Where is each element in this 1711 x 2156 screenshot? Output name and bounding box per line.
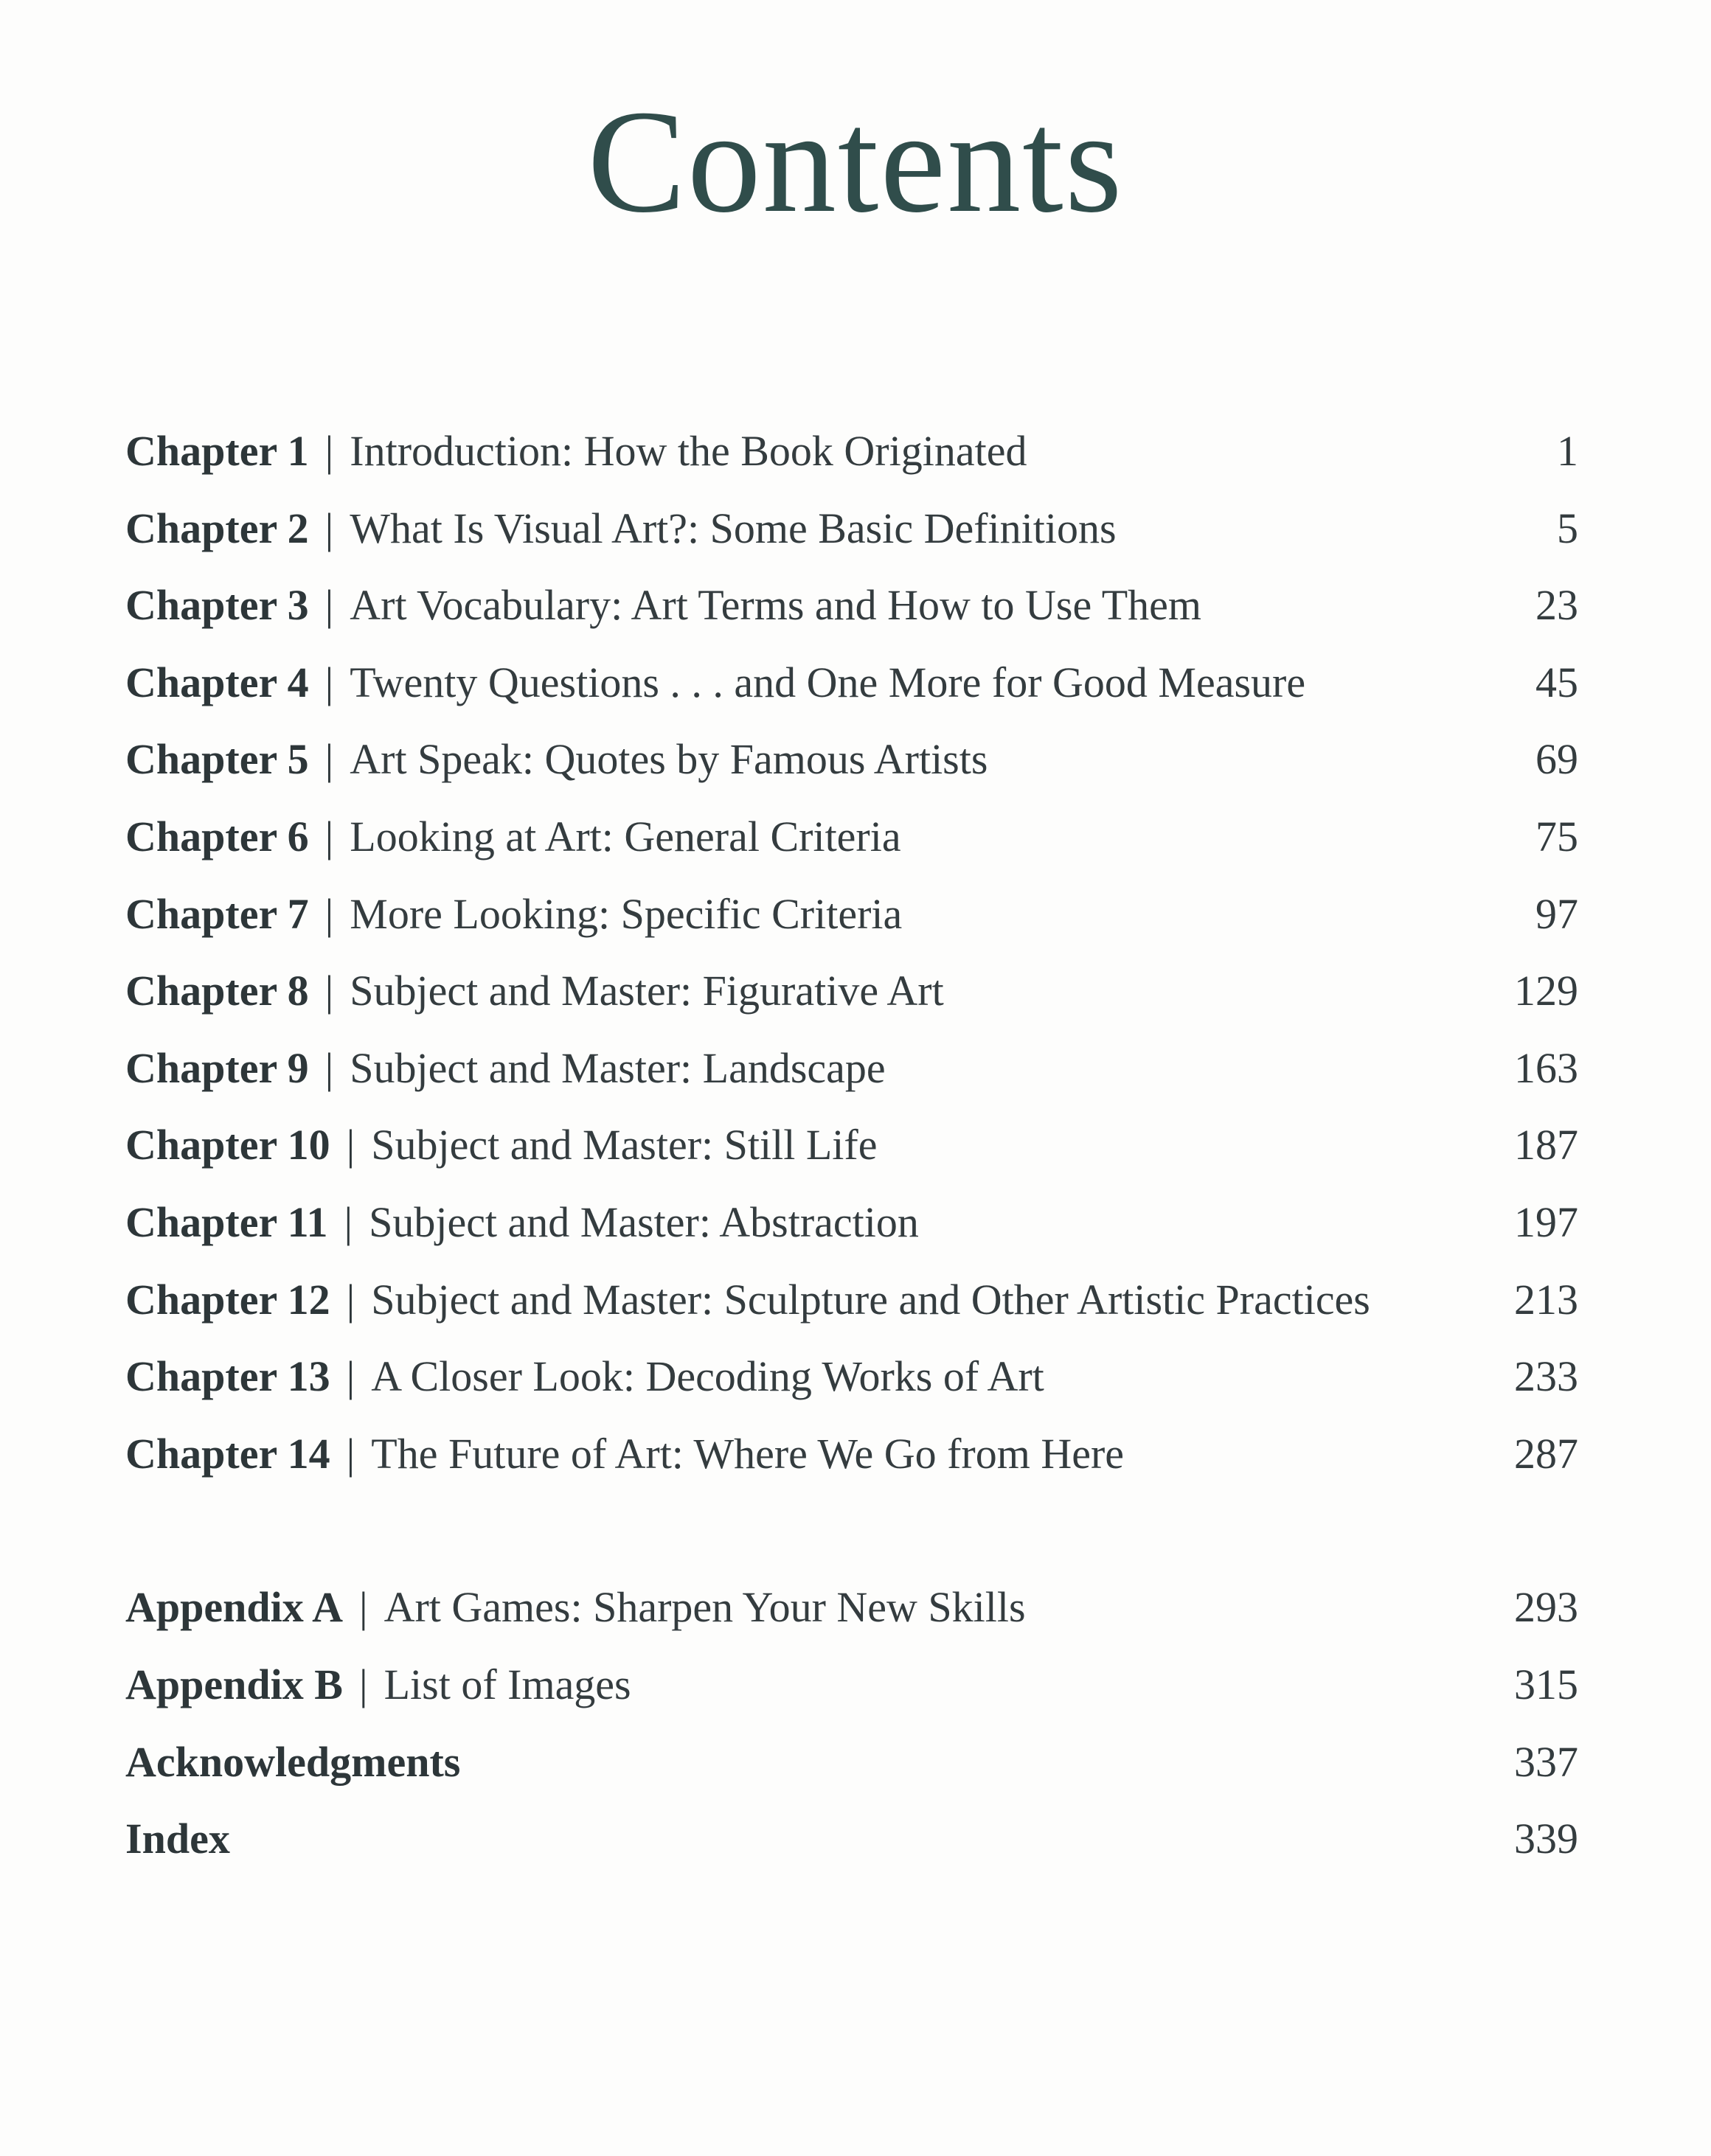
toc-entry-chapter-1[interactable]	[125, 413, 1600, 490]
entry-page-number: 75	[1535, 812, 1578, 860]
entry-label: Appendix A	[125, 1583, 343, 1632]
toc-entry-chapter-4[interactable]	[125, 644, 1600, 722]
toc-entry-chapter-2[interactable]	[125, 490, 1600, 568]
entry-separator: |	[346, 1352, 355, 1401]
entry-separator: |	[324, 427, 334, 475]
toc-entry-chapter-8[interactable]	[125, 953, 1600, 1030]
toc-entry-chapter-9[interactable]	[125, 1030, 1600, 1107]
entry-title: Art Vocabulary: Art Terms and How to Use Them	[350, 581, 1201, 630]
entry-label: Appendix B	[125, 1660, 343, 1708]
toc-entry-chapter-7[interactable]	[125, 876, 1600, 953]
toc-entry-chapter-10[interactable]	[125, 1107, 1600, 1184]
entry-page-number: 315	[1514, 1660, 1578, 1708]
entry-label: Acknowledgments	[125, 1737, 461, 1786]
entry-label: Chapter 3	[125, 581, 309, 630]
entry-page-number: 287	[1514, 1429, 1578, 1478]
entry-title: Subject and Master: Still Life	[371, 1121, 878, 1169]
entry-title: Subject and Master: Landscape	[350, 1043, 886, 1092]
toc-entry-chapter-5[interactable]	[125, 721, 1600, 799]
entry-label: Chapter 9	[125, 1043, 309, 1092]
entry-page-number: 163	[1514, 1043, 1578, 1092]
entry-page-number: 45	[1535, 658, 1578, 706]
table-of-contents	[125, 413, 1600, 1878]
toc-entry-chapter-13[interactable]	[125, 1338, 1600, 1416]
entry-title: Subject and Master: Sculpture and Other Artistic Practices	[371, 1275, 1370, 1324]
toc-entry-acknowledgments[interactable]	[125, 1724, 1600, 1801]
entry-label: Chapter 12	[125, 1275, 330, 1324]
entry-page-number: 197	[1514, 1197, 1578, 1246]
entry-label: Chapter 8	[125, 967, 309, 1015]
entry-page-number: 5	[1557, 504, 1578, 552]
toc-entry-index[interactable]	[125, 1801, 1600, 1878]
toc-entry-chapter-3[interactable]	[125, 567, 1600, 644]
entry-page-number: 337	[1514, 1737, 1578, 1786]
toc-entry-chapter-6[interactable]	[125, 799, 1600, 876]
entry-separator: |	[324, 967, 334, 1015]
entry-label: Index	[125, 1815, 230, 1863]
entry-separator: |	[324, 658, 334, 706]
entry-title: Looking at Art: General Criteria	[350, 812, 901, 860]
entry-title: Subject and Master: Abstraction	[369, 1197, 919, 1246]
entry-label: Chapter 13	[125, 1352, 330, 1401]
entry-title: The Future of Art: Where We Go from Here	[371, 1429, 1125, 1478]
entry-separator: |	[346, 1275, 355, 1324]
entry-page-number: 293	[1514, 1583, 1578, 1632]
toc-entry-appendix-a[interactable]	[125, 1569, 1600, 1646]
toc-entry-chapter-14[interactable]	[125, 1416, 1600, 1493]
section-spacer	[125, 1492, 1600, 1569]
entry-page-number: 233	[1514, 1352, 1578, 1401]
entry-label: Chapter 6	[125, 812, 309, 860]
entry-separator: |	[346, 1429, 355, 1478]
entry-page-number: 339	[1514, 1815, 1578, 1863]
entry-title: Subject and Master: Figurative Art	[350, 967, 944, 1015]
entry-title: A Closer Look: Decoding Works of Art	[371, 1352, 1044, 1401]
entry-label: Chapter 5	[125, 735, 309, 784]
entry-label: Chapter 1	[125, 427, 309, 475]
entry-page-number: 69	[1535, 735, 1578, 784]
entry-separator: |	[324, 504, 334, 552]
entry-separator: |	[344, 1197, 353, 1246]
entry-separator: |	[324, 581, 334, 630]
entry-label: Chapter 11	[125, 1197, 328, 1246]
entry-title: Art Games: Sharpen Your New Skills	[384, 1583, 1026, 1632]
entry-separator: |	[346, 1121, 355, 1169]
entry-separator: |	[324, 735, 334, 784]
entry-page-number: 97	[1535, 889, 1578, 938]
entry-title: List of Images	[384, 1660, 631, 1708]
toc-entry-chapter-11[interactable]	[125, 1184, 1600, 1262]
entry-label: Chapter 14	[125, 1429, 330, 1478]
entry-label: Chapter 10	[125, 1121, 330, 1169]
entry-page-number: 213	[1514, 1275, 1578, 1324]
entry-page-number: 23	[1535, 581, 1578, 630]
toc-entry-appendix-b[interactable]	[125, 1646, 1600, 1724]
entry-separator: |	[358, 1583, 368, 1632]
entry-label: Chapter 2	[125, 504, 309, 552]
entry-title: Art Speak: Quotes by Famous Artists	[350, 735, 988, 784]
entry-separator: |	[358, 1660, 368, 1708]
entry-separator: |	[324, 889, 334, 938]
entry-title: Twenty Questions . . . and One More for Good Measure	[350, 658, 1306, 706]
entry-label: Chapter 4	[125, 658, 309, 706]
entry-title: More Looking: Specific Criteria	[350, 889, 903, 938]
entry-title: What Is Visual Art?: Some Basic Definitions	[350, 504, 1117, 552]
entry-title: Introduction: How the Book Originated	[350, 427, 1027, 475]
entry-label: Chapter 7	[125, 889, 309, 938]
page-title: Contents	[587, 80, 1124, 243]
entry-separator: |	[324, 1043, 334, 1092]
entry-separator: |	[324, 812, 334, 860]
entry-page-number: 187	[1514, 1121, 1578, 1169]
entry-page-number: 129	[1514, 967, 1578, 1015]
entry-page-number: 1	[1557, 427, 1578, 475]
toc-entry-chapter-12[interactable]	[125, 1262, 1600, 1339]
